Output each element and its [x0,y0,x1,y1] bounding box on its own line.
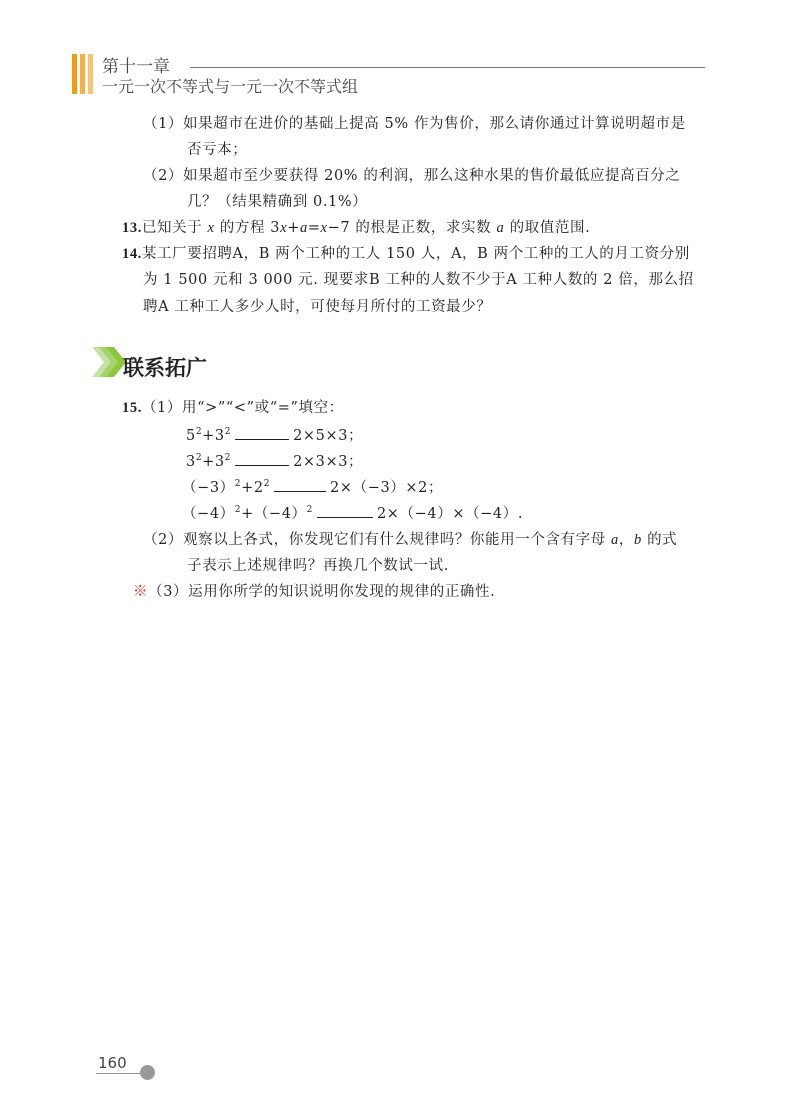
e4-blank[interactable] [317,502,373,518]
e1-rhs: 2×5×3； [293,428,364,444]
e2-pow1: 2 [195,453,203,463]
e2-pow2: 2 [224,453,232,463]
p13-var-x2: x [280,220,288,236]
p15-q2-var-b: b [634,532,642,548]
p13-var-x: x [207,220,215,236]
p13-text-1: 已知关于 [141,220,208,236]
p15-q1-text: （1）用“>”“<”或“=”填空： [141,400,344,416]
p13-text-3: + [287,220,300,236]
p15-q2-var-a: a [611,532,619,548]
e3-base: （−3） [182,480,235,496]
e3-op: +2 [241,480,264,496]
e4-rhs: 2×（−4）×（−4）. [376,506,524,522]
e1-base: 5 [186,428,196,444]
p12-1-line2: 否亏本； [187,142,248,158]
p15-q2-text-c: 的式 [641,532,678,548]
e2-blank[interactable] [235,450,289,466]
e3-rhs: 2×（−3）×2； [330,480,444,496]
p12-2-line1: （2）如果超市至少要获得 20% 的利润，那么这种水果的售价最低应提高百分之 [143,168,681,184]
header-bar-2 [80,54,85,94]
problem-15-number: 15. [122,400,142,416]
problem-14-line1 [122,244,690,264]
e4-pow1: 2 [234,505,242,515]
p15-q3-text: （3）运用你所学的知识说明你发现的规律的正确性. [148,584,496,600]
problem-14-line3: 聘A 工种工人多少人时，可使每月所付的工资最少？ [143,299,492,315]
p15-expr-2 [186,450,363,472]
p13-text-2: 的方程 3 [214,220,281,236]
header-bar-3 [88,54,93,94]
e3-pow1: 2 [234,479,242,489]
p13-var-a: a [299,220,308,236]
e4-op: +（−4） [241,506,307,522]
optional-mark-icon: ※ [133,584,149,600]
footer-dot-icon [140,1065,155,1080]
problem-14-line2: 为 1 500 元和 3 000 元. 现要求B 工种的人数不少于A 工种人数的 2 倍，那么招 [143,272,694,288]
p14-text-1: 某工厂要招聘A，B 两个工种的工人 150 人，A，B 两个工种的工人的月工资分别 [141,246,690,262]
p15-q2-text-a: （2）观察以上各式，你发现它们有什么规律吗？你能用一个含有字母 [143,532,612,548]
p15-q2-line1 [143,530,677,550]
p12-1-line1: （1）如果超市在进价的基础上提高 5% 作为售价，那么请你通过计算说明超市是 [143,116,686,132]
p13-text-6: 的取值范围. [504,220,591,236]
p15-expr-3 [182,476,443,498]
problem-13 [122,218,590,238]
e1-pow1: 2 [195,427,203,437]
e2-base: 3 [186,454,196,470]
p13-var-x3: x [320,220,328,236]
p13-text-4: = [307,220,321,236]
header-bar-1 [72,54,77,94]
section-arrow-icon [92,345,126,379]
e1-pow2: 2 [224,427,232,437]
footer-rule [96,1073,146,1074]
section-title: 联系拓广 [123,356,207,380]
p12-2-line2: 几？（结果精确到 0.1%） [187,194,368,210]
problem-13-number: 13. [122,220,142,236]
e2-rhs: 2×3×3； [293,454,364,470]
p13-var-a2: a [496,220,505,236]
problem-14-number: 14. [122,246,142,262]
page-number: 160 [98,1054,127,1072]
e1-blank[interactable] [235,424,289,440]
p15-expr-1 [186,424,363,446]
p15-expr-4 [182,502,523,524]
e3-pow2: 2 [263,479,271,489]
p13-text-5: −7 的根是正数，求实数 [327,220,497,236]
e1-op: +3 [202,428,225,444]
header-rule [190,67,705,68]
e3-blank[interactable] [274,476,326,492]
chapter-title: 第十一章 [102,57,170,77]
p15-q2-text-b: ， [618,532,635,548]
e4-pow2: 2 [306,505,313,515]
chapter-subtitle: 一元一次不等式与一元一次不等式组 [102,77,359,96]
e2-op: +3 [202,454,225,470]
problem-15-q1 [122,398,344,418]
e4-base: （−4） [182,506,235,522]
p15-q2-line2: 子表示上述规律吗？再换几个数试一试. [187,558,449,574]
p15-q3 [133,582,495,602]
